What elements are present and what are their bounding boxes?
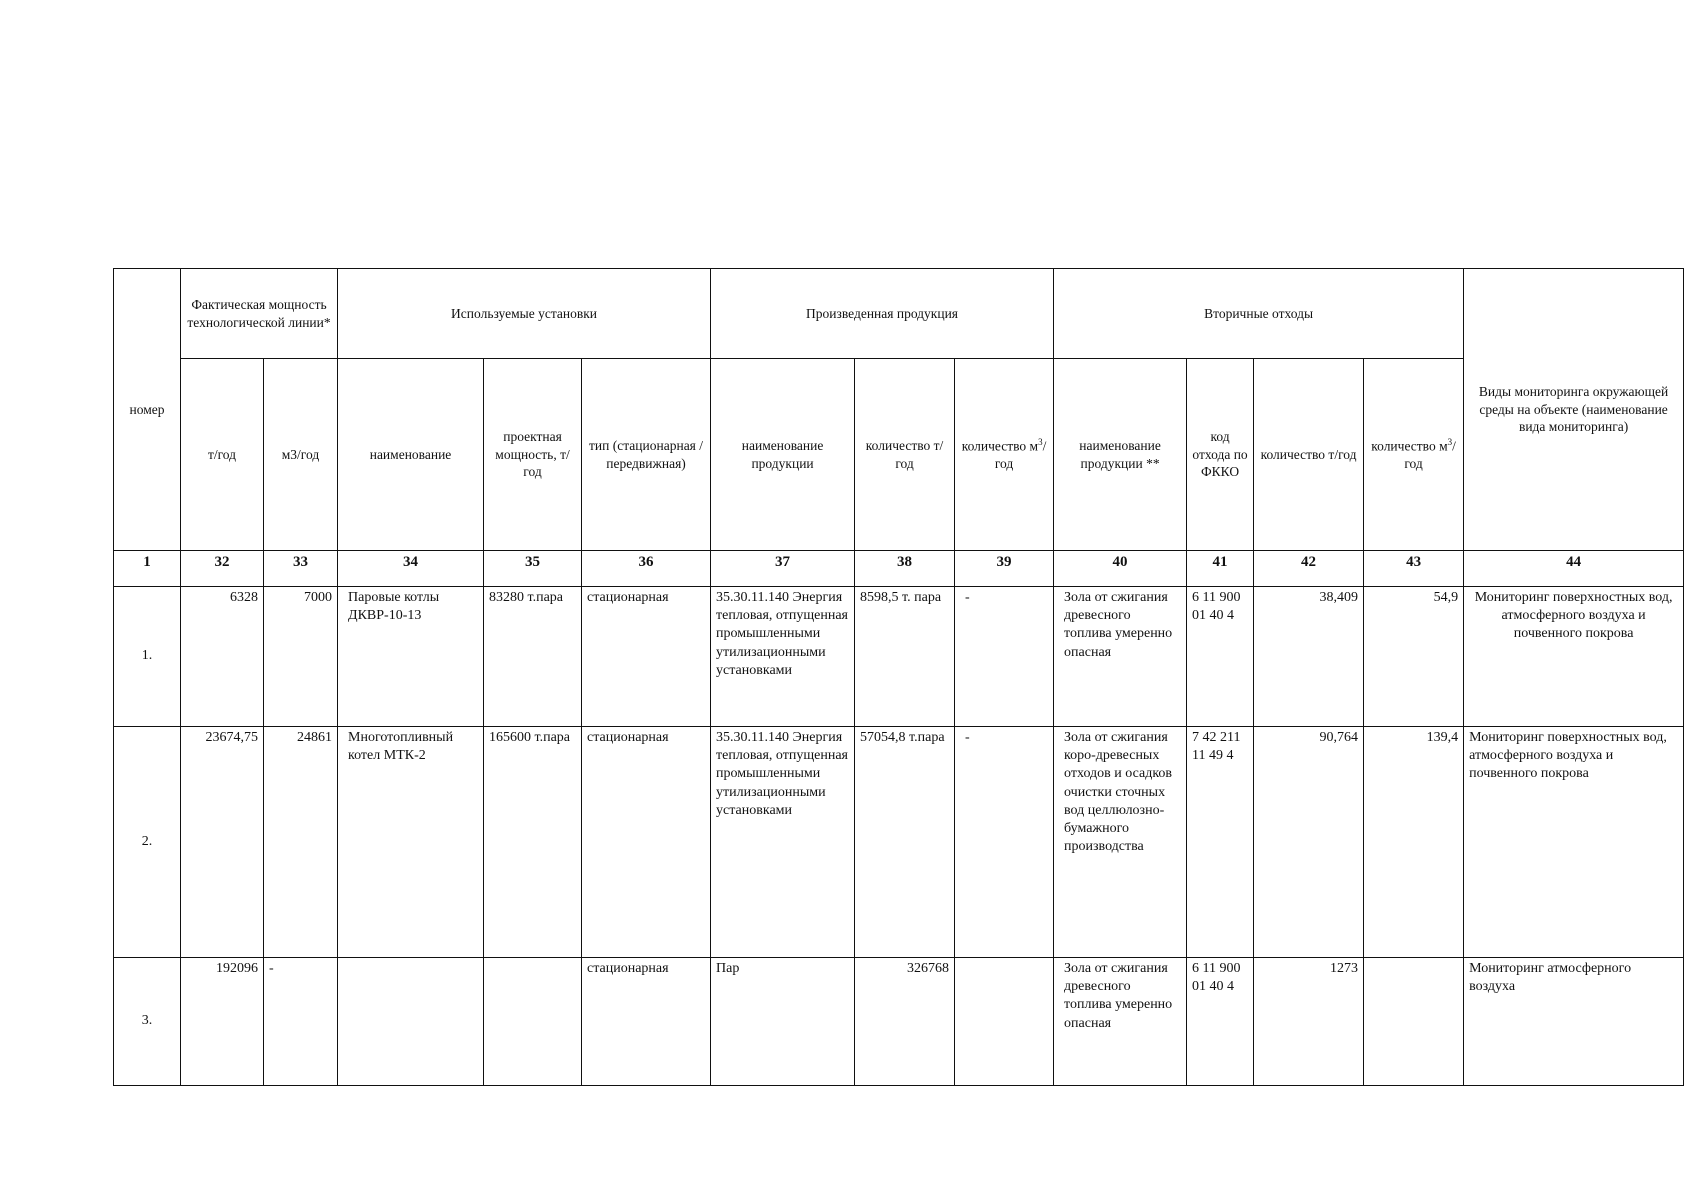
header-monitoring: Виды мониторинга окружающей среды на объекте (наименование вида мониторинга) (1464, 269, 1684, 551)
cell-prod-name: 35.30.11.140 Энергия тепловая, отпущенная промышленными утилизационными установками (711, 587, 855, 727)
col-number: 44 (1464, 551, 1684, 587)
cell-waste-qty-t: 1273 (1254, 958, 1364, 1086)
col-number: 35 (484, 551, 582, 587)
cell-waste-qty-t: 90,764 (1254, 727, 1364, 958)
cell-waste-name: Зола от сжигания древесного топлива умеренно опасная (1054, 958, 1187, 1086)
cell-monitoring: Мониторинг поверхностных вод, атмосферного воздуха и почвенного покрова (1464, 587, 1684, 727)
cell-prod-qty-m3 (955, 958, 1054, 1086)
cell-waste-code: 7 42 211 11 49 4 (1187, 727, 1254, 958)
cell-prod-qty-m3: - (955, 727, 1054, 958)
header-prod-name: наименование продукции (711, 359, 855, 551)
row-number: 3. (114, 958, 181, 1086)
col-number: 33 (264, 551, 338, 587)
cell-waste-qty-t: 38,409 (1254, 587, 1364, 727)
cell-prod-qty-t: 57054,8 т.пара (855, 727, 955, 958)
cell-waste-code: 6 11 900 01 40 4 (1187, 958, 1254, 1086)
cell-waste-name: Зола от сжигания древесного топлива умеренно опасная (1054, 587, 1187, 727)
header-installations-group: Используемые установки (338, 269, 711, 359)
cell-cap-t: 192096 (181, 958, 264, 1086)
header-capacity-group: Фактическая мощность технологической линии* (181, 269, 338, 359)
header-prod-qty-m3: количество $м^3$/год (955, 359, 1054, 551)
cell-waste-qty-m3 (1364, 958, 1464, 1086)
cell-inst-design (484, 958, 582, 1086)
cell-cap-m3: - (264, 958, 338, 1086)
header-waste-qty-m3: количество $м^3$/год (1364, 359, 1464, 551)
cell-prod-qty-m3: - (955, 587, 1054, 727)
header-row-columns (114, 359, 1684, 551)
cell-cap-m3: 24861 (264, 727, 338, 958)
row-number: 1. (114, 587, 181, 727)
header-waste-group: Вторичные отходы (1054, 269, 1464, 359)
col-number: 42 (1254, 551, 1364, 587)
column-number-row (114, 551, 1684, 587)
col-number: 38 (855, 551, 955, 587)
cell-inst-design: 83280 т.пара (484, 587, 582, 727)
cell-prod-qty-t: 326768 (855, 958, 955, 1086)
header-waste-name: наименование продукции ** (1054, 359, 1187, 551)
cell-prod-name: 35.30.11.140 Энергия тепловая, отпущенная промышленными утилизационными установками (711, 727, 855, 958)
cell-inst-design: 165600 т.пара (484, 727, 582, 958)
cell-monitoring: Мониторинг поверхностных вод, атмосферного воздуха и почвенного покрова (1464, 727, 1684, 958)
cell-inst-name (338, 958, 484, 1086)
col-number: 39 (955, 551, 1054, 587)
col-number: 43 (1364, 551, 1464, 587)
cell-prod-qty-t: 8598,5 т. пара (855, 587, 955, 727)
col-number: 1 (114, 551, 181, 587)
col-number: 41 (1187, 551, 1254, 587)
header-number: номер (114, 269, 181, 551)
col-number: 40 (1054, 551, 1187, 587)
cell-waste-qty-m3: 139,4 (1364, 727, 1464, 958)
cell-cap-t: 23674,75 (181, 727, 264, 958)
cell-monitoring: Мониторинг атмосферного воздуха (1464, 958, 1684, 1086)
cell-waste-qty-m3: 54,9 (1364, 587, 1464, 727)
table-row (114, 958, 1684, 1086)
header-prod-qty-t: количество т/год (855, 359, 955, 551)
header-inst-design: проектная мощность, т/год (484, 359, 582, 551)
header-cap-m3: м3/год (264, 359, 338, 551)
cell-inst-type: стационарная (582, 587, 711, 727)
header-inst-type: тип (стационарная / передвижная) (582, 359, 711, 551)
cell-inst-name: Многотопливный котел МТК-2 (338, 727, 484, 958)
header-products-group: Произведенная продукция (711, 269, 1054, 359)
header-waste-code: код отхода по ФККО (1187, 359, 1254, 551)
col-number: 37 (711, 551, 855, 587)
table-row (114, 727, 1684, 958)
col-number: 36 (582, 551, 711, 587)
table-row (114, 587, 1684, 727)
col-number: 34 (338, 551, 484, 587)
header-inst-name: наименование (338, 359, 484, 551)
cell-inst-type: стационарная (582, 958, 711, 1086)
header-row-groups (114, 269, 1684, 359)
cell-cap-t: 6328 (181, 587, 264, 727)
waste-data-table (113, 268, 1684, 1086)
cell-waste-code: 6 11 900 01 40 4 (1187, 587, 1254, 727)
cell-inst-name: Паровые котлы ДКВР-10-13 (338, 587, 484, 727)
row-number: 2. (114, 727, 181, 958)
cell-waste-name: Зола от сжигания коро-древесных отходов и осадков очистки сточных вод целлюлозно-бумажного производства (1054, 727, 1187, 958)
cell-prod-name: Пар (711, 958, 855, 1086)
col-number: 32 (181, 551, 264, 587)
cell-inst-type: стационарная (582, 727, 711, 958)
header-waste-qty-t: количество т/год (1254, 359, 1364, 551)
header-cap-t: т/год (181, 359, 264, 551)
cell-cap-m3: 7000 (264, 587, 338, 727)
